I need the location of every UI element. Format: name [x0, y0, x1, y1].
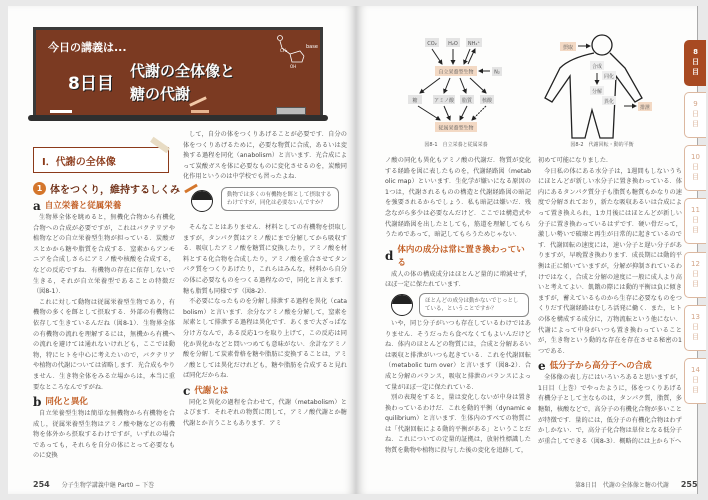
lecture-intro: 今日の講義は... [48, 41, 127, 54]
tab-day-9[interactable]: 9 日目 [684, 92, 706, 138]
paragraph: 今日私の体にある水分子は，1週間もしないうちにほとんどが新しい水分子に置き換わっている．体内にあるタンパク質分子も脂質も糖質もかなりの速度で分解されており，新たな吸収あるいは合成によって置き換えられ，1カ月後にはほとんどが新しい分子に置き換わっているはずです．硬い骨だって，激しい勢いで破壊と再生が日常的に起きているのです．代謝回転の速度には，速い分子と遅い分子がありますが，早晩置き換わります．成長期には動的平衡は正に傾いていますが，分解が抑制されているわけではなく，合成と分解の速度に一般に成人より高いと考えてよい．飢餓の際には動的平衡は負に傾きますが，蓄えているものから生存に必要なものをつくりだす代謝経路はむしろ活発に働く．また，ヒトの体を構成する成分に，万物流転という他にない．代謝によって中身がいつも置き換わっていることが，生き物という動的な存在を存在させる秘密の1つである． [538, 167, 682, 355]
catabolism-label: 異化 [603, 99, 615, 105]
subheading-b: b 同化と異化 [33, 395, 88, 410]
speech-bubble: 動物では多くの有機物を餌として摂取するわけですが，同化は必要ないんですか？ [221, 187, 339, 211]
section-title: I．代謝の全体像 [33, 147, 169, 173]
tab-day-13[interactable]: 13 日目 [684, 305, 706, 351]
figure-caption: 図8-1 自立栄養と従属栄養 [424, 142, 488, 148]
svg-text:CH₂: CH₂ [280, 48, 288, 53]
amino-acid-label: アミノ酸 [433, 98, 455, 104]
paragraph: 成人の体の構成成分はほとんど量的に増減せず，ほぼ一定に保たれています． [385, 270, 531, 289]
figure-8-1 [408, 38, 502, 148]
sugar-label: 糖 [412, 98, 418, 104]
paragraph: 初めて可能になりました． [538, 157, 613, 164]
book-title: 分子生物学講義中継 Part0 − 下巻 [61, 482, 155, 489]
n2-label: N₂ [494, 69, 500, 76]
left-column-2 [183, 130, 347, 430]
svg-text:base: base [306, 44, 318, 50]
paragraph: これに対して動物は従属栄養型生物であり，有機物の多くを餌として摂取する．外部の有機物に依存して生きているんだね（図8-1）．生物界全体の有機物の流れを理解するには，無機から有機への流れを避けては通れないけれども，ここでは動物，特にヒトを中心に考えたいので，バクテリアや植物の代謝については省略します．光合成もやりません．生き物全体をみる立場からは，本当に重要なところなんですがね． [33, 298, 175, 391]
page-number: 255 [680, 480, 698, 489]
day-label: 8日目 [68, 74, 114, 94]
paragraph: そんなことはありません．材料としての有機物を摂取しますが，タンパク質はアミノ酸にまで分解してから吸収する．吸収したアミノ酸を糖質に変換したり，アミノ酸を材料とする化合物を合成したり，アミノ酸を重合させてタンパク質をつくりあげたり，これらはみんな，材料から自分の体に必要なものをつくる過程なので，同化と言えます．糖も脂質も同様です（図8-2）． [183, 223, 347, 295]
right-column-2 [538, 156, 682, 447]
tab-day-8[interactable]: 8 日目 [684, 40, 706, 86]
tab-day-14[interactable]: 14 日目 [684, 358, 706, 404]
paragraph: いや，同じ分子がいつも存在しているわけではありません．そうだったら食べなくてもよいんだけどね．体内のほとんどの物質には，合成と分解あるいは吸収と排泄がいつも起きている．これを代謝回転（metabolic turn over）と言います（図8-2）．合成と分解のバランス，吸収と排泄のバランスによって量がほぼ一定に保たれている． [385, 319, 531, 391]
chapter-title: 代謝の全体像と 糖の代謝 [130, 62, 236, 103]
heading-1: 1 体をつくり，維持するしくみ [33, 181, 198, 196]
paragraph: 自立栄養型生物は簡単な無機物から有機物を合成し，従属栄養型生物はアミノ酸や糖などの有機物を体外から摂取するわけですが，いずれの場合であっても，それらを自分の体にとって必要なものに変換 [33, 410, 175, 460]
figure-8-2 [545, 35, 652, 148]
chalk-tray [28, 115, 328, 121]
excretion-label: 排泄 [639, 105, 651, 111]
student-avatar [191, 190, 213, 212]
speech-bubble: ほとんどの成分は動かないでじっとしている，ということですか？ [419, 293, 529, 317]
chalk-piece [50, 110, 72, 113]
nucleic-acid-label: 核酸 [481, 98, 493, 104]
chalk-piece [191, 110, 209, 113]
lipid-label: 脂質 [461, 98, 473, 104]
synthesis-label: 合成 [591, 64, 603, 70]
tab-day-12[interactable]: 12 日目 [684, 252, 706, 298]
heterotroph-label: 従属栄養型生物 [438, 125, 474, 132]
figures [380, 18, 680, 154]
autotroph-label: 自立栄養型生物 [438, 69, 474, 76]
subheading-d: d 体内の成分は常に置き換わっている [385, 244, 525, 268]
page-number: 254 [33, 480, 50, 489]
right-footer [575, 480, 698, 489]
student-avatar [391, 294, 413, 316]
anabolism-label: 同化 [603, 74, 615, 80]
subheading-c: c 代謝とは [183, 383, 229, 398]
chapter-footer: 第8日目 代謝の全体像と糖の代謝 [575, 482, 669, 489]
paragraph: 同化と異化の過程を合わせて，代謝（metabolism）とよびます．それぞれの物質に関して，アミノ酸代謝とか糖代謝とか言うこともあります．アミ [183, 398, 347, 428]
intake-label: 摂取 [562, 45, 574, 51]
paragraph: 不必要になったものを分解し排泄する過程を異化（catabolism）と言います．余分なアミノ酸を分解して，窒素を尿素として排泄する過程は異化です．あくまで大ざっぱな分け方なんで，ある反応1つを取り上げて，この反応は同化か異化かなどと問いつめても意味がない．余計なアミノ酸を分解して炭素骨格を糖や脂肪に変換することは，アミノ酸としては異化だけれども，糖や脂肪を合成すると見れば同化だからね． [183, 298, 347, 380]
figure-caption: 図8-2 代謝回転・動的平衡 [570, 142, 634, 148]
paragraph: ノ酸の同化も異化もアミノ酸の代謝だ．物質が変化する経路を図に表したものを，代謝経路図（metabolic map）といいます．生化学が嫌いになる原因の1つは，代謝されるものの構造と代謝経路図の暗記を強要されるからでしょう．私も暗記は嫌いだ．残念ながら多少は必要なんだけど．ここでは構造式や代謝経路図を出したとしても，筋道を理解してもらうためであって，暗記してもらうためじゃない． [385, 157, 531, 239]
nh4-label: NH₄⁺ [467, 41, 481, 47]
svg-text:OH: OH [290, 64, 297, 69]
h2o-label: H₂O [448, 41, 458, 47]
co2-label: CO₂ [427, 41, 437, 47]
decomposition-label: 分解 [591, 89, 603, 95]
subheading-e: e 低分子から高分子への合成 [538, 359, 652, 374]
left-column-1 [33, 200, 175, 462]
tab-day-11[interactable]: 11 日目 [684, 198, 706, 244]
paragraph: 全体像の表し方にはいろいろあると思いますが，1日目（上巻）でやったように，体をつくりあげる有機分子として主なものは，タンパク質，脂質，多糖類，核酸などで，高分子の有機化合物が多いことが特徴です．量的には，低分子の有機化合物はわずかしかない．で，高分子化合物は単位となる低分子が重合してできる（図8-3）．概略的には上から下へ [538, 374, 682, 445]
subheading-a: a 自立栄養と従属栄養 [33, 199, 122, 213]
ribose-structure-icon [274, 34, 324, 74]
paragraph: 別の表現をすると，量は変化しないが中身は置き換わっているわけだ．これを動的平衡（dynamic equilibrium）と言います．生体内のすべての物質には「代謝回転による動的平衡がある」ということだね．これについての定量的証拠は，放射性標識した物質を動物や植物に投与した後の変化を追跡して， [385, 394, 531, 455]
left-footer [33, 480, 154, 489]
eraser-icon [276, 107, 306, 115]
human-head [592, 35, 612, 55]
blackboard-banner [33, 27, 323, 115]
paragraph: して，自分の体をつくりあげることが必要です．自分の体をつくりあげるために，必要な物質に合成，あるいは変換する過程を同化（anabolism）と言います．光合成によって炭酸ガスを体に必要なものに変化させるのを，炭酸同化作用というのは中学校でも習ったよね． [183, 131, 347, 181]
right-column-1 [385, 156, 531, 457]
paragraph: 生物界全体を眺めると，無機化合物から有機化合物への合成が必要ですが，これはバクテリアや植物などの自立栄養型生物が担っている．炭酸ガスとかから糖や脂質を合成する．窒素からアンモニアを合成しさらにアミノ酸や核酸を合成する，などの反応ですね．有機物の存在に依存しないで生きる，それが自立栄養型であることの特徴だ（図8-1）． [33, 214, 175, 296]
tab-day-10[interactable]: 10 日目 [684, 145, 706, 191]
